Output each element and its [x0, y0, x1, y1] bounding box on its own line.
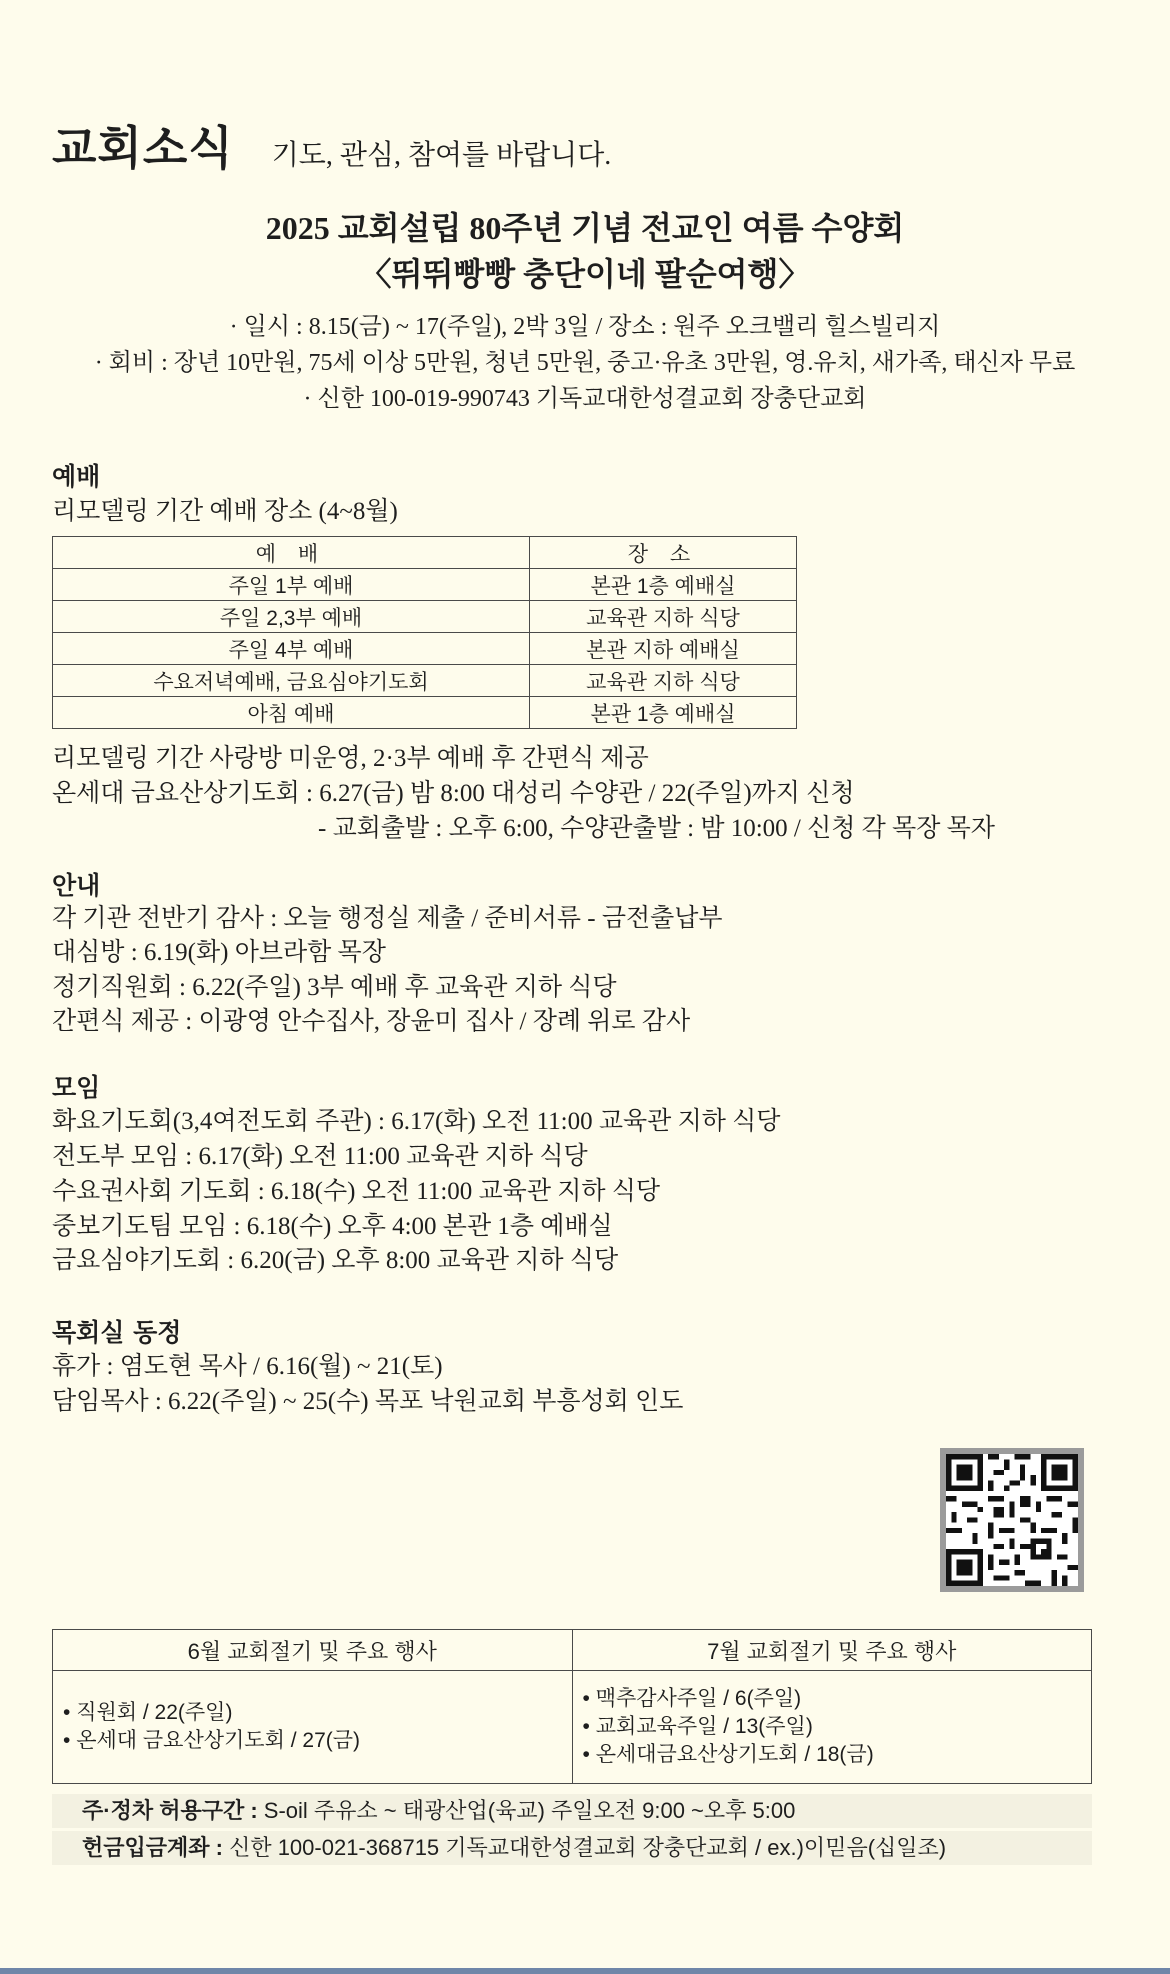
table-header-place: 장 소	[530, 537, 797, 569]
table-row	[53, 665, 797, 697]
retreat-announcement	[0, 205, 1170, 417]
july-events-cell	[572, 1671, 1092, 1784]
pastor-line: 휴가 : 염도현 목사 / 6.16(월) ~ 21(토)	[52, 1353, 443, 1380]
page-title: 교회소식	[52, 121, 234, 175]
retreat-info-schedule: · 일시 : 8.15(금) ~ 17(주일), 2박 3일 / 장소 : 원주 오크밸리 힐스빌리지	[229, 314, 941, 340]
retreat-subtitle: 〈뛰뛰빵빵 충단이네 팔순여행〉	[359, 256, 811, 292]
table-row	[53, 569, 797, 601]
parking-info	[52, 1794, 1092, 1828]
retreat-title: 2025 교회설립 80주년 기념 전교인 여름 수양회	[265, 210, 905, 246]
notice-line: 간편식 제공 : 이광영 안수집사, 장윤미 집사 / 장례 위로 감사	[52, 1008, 691, 1035]
notice-line: 정기직원회 : 6.22(주일) 3부 예배 후 교육관 지하 식당	[52, 974, 617, 1001]
table-header-worship: 예 배	[53, 537, 530, 569]
qr-code-icon[interactable]	[940, 1448, 1084, 1592]
table-cell: 본관 지하 예배실	[530, 633, 797, 665]
meeting-line: 전도부 모임 : 6.17(화) 오전 11:00 교육관 지하 식당	[52, 1143, 588, 1170]
meeting-line: 중보기도팀 모임 : 6.18(수) 오후 4:00 본관 1층 예배실	[52, 1213, 613, 1240]
worship-note: - 교회출발 : 오후 6:00, 수양관출발 : 밤 10:00 / 신청 각 목장 목자	[318, 815, 995, 842]
table-cell: 주일 1부 예배	[53, 569, 530, 601]
offering-account-info	[52, 1831, 1092, 1865]
parking-label: 주·정차 허용구간 :	[82, 1798, 258, 1823]
meeting-line: 금요심야기도회 : 6.20(금) 오후 8:00 교육관 지하 식당	[52, 1247, 619, 1274]
retreat-info-fee: · 회비 : 장년 10만원, 75세 이상 5만원, 청년 5만원, 중고·유초 3만원, 영.유치, 새가족, 태신자 무료	[94, 350, 1076, 376]
list-item: • 직원회 / 22(주일)	[63, 1699, 562, 1727]
table-cell: 아침 예배	[53, 697, 530, 729]
retreat-info-account: · 신한 100-019-990743 기독교대한성결교회 장충단교회	[303, 386, 867, 412]
meetings-heading: 모임	[52, 1073, 101, 1102]
table-cell: 교육관 지하 식당	[530, 665, 797, 697]
list-item: • 온세대 금요산상기도회 / 27(금)	[63, 1727, 562, 1755]
events-table	[52, 1629, 1092, 1784]
worship-location-table	[52, 536, 797, 729]
table-row	[53, 601, 797, 633]
page-tagline: 기도, 관심, 참여를 바랍니다.	[271, 140, 612, 171]
worship-table-caption: 리모델링 기간 예배 장소 (4~8월)	[52, 498, 398, 525]
list-item: • 온세대금요산상기도회 / 18(금)	[583, 1741, 1082, 1769]
meeting-line: 수요권사회 기도회 : 6.18(수) 오전 11:00 교육관 지하 식당	[52, 1178, 661, 1205]
table-header-row	[53, 537, 797, 569]
header	[52, 112, 611, 178]
bottom-divider	[0, 1968, 1170, 1974]
account-label: 헌금입금계좌 :	[82, 1835, 223, 1860]
events-header-july: 7월 교회절기 및 주요 행사	[572, 1630, 1092, 1671]
parking-text: S-oil 주유소 ~ 태광산업(육교) 주일오전 9:00 ~오후 5:00	[263, 1798, 796, 1823]
meeting-line: 화요기도회(3,4여전도회 주관) : 6.17(화) 오전 11:00 교육관 지하 식당	[52, 1108, 781, 1135]
table-cell: 주일 2,3부 예배	[53, 601, 530, 633]
table-row	[53, 633, 797, 665]
table-cell: 교육관 지하 식당	[530, 601, 797, 633]
table-cell: 주일 4부 예배	[53, 633, 530, 665]
events-header-june: 6월 교회절기 및 주요 행사	[53, 1630, 573, 1671]
pastor-line: 담임목사 : 6.22(주일) ~ 25(수) 목포 낙원교회 부흥성회 인도	[52, 1388, 684, 1415]
notice-line: 대심방 : 6.19(화) 아브라함 목장	[52, 939, 386, 966]
account-text: 신한 100-021-368715 기독교대한성결교회 장충단교회 / ex.)이믿음(십일조)	[229, 1835, 947, 1860]
table-cell: 수요저녁예배, 금요심야기도회	[53, 665, 530, 697]
table-header-row	[53, 1630, 1092, 1671]
list-item: • 맥추감사주일 / 6(주일)	[583, 1685, 1082, 1713]
table-cell: 본관 1층 예배실	[530, 569, 797, 601]
worship-note: 온세대 금요산상기도회 : 6.27(금) 밤 8:00 대성리 수양관 / 22(주일)까지 신청	[52, 780, 855, 807]
notice-heading: 안내	[52, 871, 101, 900]
table-row	[53, 1671, 1092, 1784]
june-events-list	[63, 1699, 562, 1755]
june-events-cell	[53, 1671, 573, 1784]
pastor-heading: 목회실 동정	[52, 1318, 182, 1347]
table-row	[53, 697, 797, 729]
worship-heading: 예배	[52, 462, 101, 491]
list-item: • 교회교육주일 / 13(주일)	[583, 1713, 1082, 1741]
worship-note: 리모델링 기간 사랑방 미운영, 2·3부 예배 후 간편식 제공	[52, 745, 649, 772]
notice-line: 각 기관 전반기 감사 : 오늘 행정실 제출 / 준비서류 - 금전출납부	[52, 905, 723, 932]
table-cell: 본관 1층 예배실	[530, 697, 797, 729]
july-events-list	[583, 1685, 1082, 1769]
